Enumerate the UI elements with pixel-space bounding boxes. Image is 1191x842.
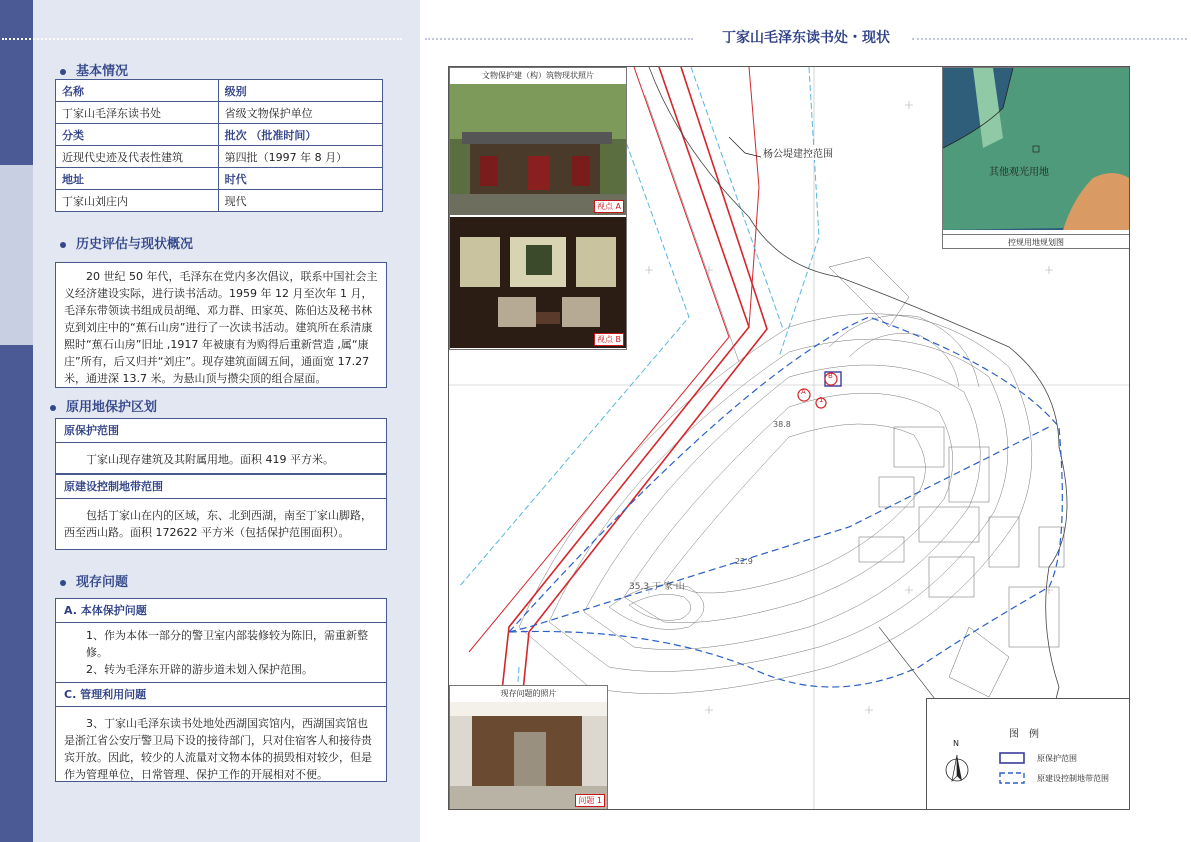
dotted-line-right-a xyxy=(425,38,693,42)
bullet-icon xyxy=(50,405,56,411)
photo-panel xyxy=(449,67,627,350)
section-protection-label: 原用地保护区划 xyxy=(66,400,158,415)
marker-1-label: 1 xyxy=(819,396,824,404)
elevation-label: 22.9 xyxy=(735,557,753,566)
inset-land-label: 其他观光用地 xyxy=(989,167,1049,178)
north-label: N xyxy=(953,739,959,748)
protection-range-text: 丁家山现存建筑及其附属用地。面积 419 平方米。 xyxy=(86,453,334,466)
protection-range-title: 原保护范围 xyxy=(56,419,386,443)
legend-title: 图 例 xyxy=(1009,729,1039,740)
section-problems-title xyxy=(60,571,128,590)
photo-a-label: 视点 A xyxy=(594,200,624,213)
table-cell: 第四批（1997 年 8 月） xyxy=(218,146,382,168)
map-legend xyxy=(926,698,1130,810)
yanggong-label: 杨公堤建控范围 xyxy=(763,145,833,160)
photo-panel-title: 文物保护建（构）筑物现状照片 xyxy=(482,71,594,80)
control-zone-box xyxy=(55,474,387,550)
strip-block-bottom xyxy=(0,345,33,842)
table-row xyxy=(56,146,383,168)
section-problems-label: 现存问题 xyxy=(76,575,129,590)
table-cell: 名称 xyxy=(56,80,219,102)
table-cell: 省级文物保护单位 xyxy=(218,102,382,124)
section-basic-label: 基本情况 xyxy=(76,64,129,79)
problem-c-title: C. 管理利用问题 xyxy=(56,682,386,707)
protect-range-swatch-icon xyxy=(999,752,1025,764)
table-cell: 丁家山毛泽东读书处 xyxy=(56,102,219,124)
problem-a-list xyxy=(56,623,386,682)
section-history-title xyxy=(60,233,193,252)
problems-box xyxy=(55,598,387,782)
table-cell: 现代 xyxy=(218,190,382,212)
history-box xyxy=(55,262,387,388)
section-history-label: 历史评估与现状概况 xyxy=(76,237,194,252)
table-row xyxy=(56,102,383,124)
table-cell: 丁家山刘庄内 xyxy=(56,190,219,212)
table-cell: 地址 xyxy=(56,168,219,190)
bullet-icon xyxy=(60,69,66,75)
basic-info-table xyxy=(55,79,383,212)
dotted-line-right-b xyxy=(912,38,1187,42)
problem-photo-panel xyxy=(449,685,608,810)
table-cell: 批次 （批准时间） xyxy=(218,124,382,146)
problem-photo xyxy=(450,702,607,809)
inset-caption: 控规用地规划图 xyxy=(943,234,1129,251)
photo-a-image xyxy=(450,84,626,215)
bullet-icon xyxy=(60,580,66,586)
protection-range-box xyxy=(55,418,387,474)
table-row xyxy=(56,80,383,102)
problem-label: 问题 1 xyxy=(575,794,605,807)
photo-b-image xyxy=(450,217,626,348)
marker-a-label: A xyxy=(801,388,806,396)
problem-a-item: 2、转为毛泽东开辟的游步道未划入保护范围。 xyxy=(86,663,313,676)
section-basic-title xyxy=(60,60,128,79)
problem-a-item: 1、作为本体一部分的警卫室内部装修较为陈旧，需重新整修。 xyxy=(86,629,368,659)
hill-label: 35.3 丁 家 山 xyxy=(629,582,685,592)
legend-item: 原建设控制地带范围 xyxy=(1037,774,1109,783)
north-arrow-icon xyxy=(945,749,969,787)
section-protection-title xyxy=(50,396,157,415)
problem-a-title: A. 本体保护问题 xyxy=(56,599,386,623)
table-row xyxy=(56,168,383,190)
land-use-inset xyxy=(942,67,1130,249)
legend-item: 原保护范围 xyxy=(1037,754,1077,763)
table-row xyxy=(56,124,383,146)
table-row xyxy=(56,190,383,212)
table-cell: 近现代史迹及代表性建筑 xyxy=(56,146,219,168)
control-zone-swatch-icon xyxy=(999,772,1025,784)
table-cell: 时代 xyxy=(218,168,382,190)
land-use-map xyxy=(943,68,1129,230)
control-zone-title: 原建设控制地带范围 xyxy=(56,475,386,499)
problem-c-text: 3、丁家山毛泽东读书处地处西湖国宾馆内，西湖国宾馆也是浙江省公安厅警卫局下设的接待部门，只对住宿客人和接待贵宾开放。因此，较少的人流量对文物本体的损毁相对较少，但是作为管理单位，日常管理、保护工作的开展相对不便。 xyxy=(64,717,372,781)
dotted-line-left xyxy=(2,38,402,42)
history-text: 20 世纪 50 年代，毛泽东在党内多次倡议，联系中国社会主义经济建设实际，进行读书活动。1959 年 12 月至次年 1 月，毛泽东带领读书组成员胡绳、邓力群、田家英、陈伯达及秘书林克到刘庄中的“蕉石山房”进行了一次读书活动。建筑所在系清康熙时“蕉石山房”旧址 ,1917 年被康有为购得后重新营造 ,属“康庄”所有，后又归并“刘庄”。现存建筑面阔五间，通面宽 17.27 米，通进深 13.7 米。为悬山顶与攒尖顶的组合屋面。 xyxy=(64,270,378,385)
table-cell: 级别 xyxy=(218,80,382,102)
marker-b-label: B xyxy=(828,372,833,380)
photo-b xyxy=(450,217,626,348)
photo-a xyxy=(450,84,626,215)
control-zone-text: 包括丁家山在内的区域，东、北到西湖，南至丁家山脚路，西至西山路。面积 172622 平方米（包括保护范围面积）。 xyxy=(64,509,372,539)
bullet-icon xyxy=(60,242,66,248)
elevation-label: 38.8 xyxy=(773,420,791,429)
problem-panel-title: 现存问题的照片 xyxy=(500,689,557,698)
page-title: 丁家山毛泽东读书处・现状 xyxy=(700,27,912,47)
strip-block-top xyxy=(0,0,33,165)
problem-photo-image xyxy=(450,702,607,809)
photo-b-label: 视点 B xyxy=(594,333,624,346)
table-cell: 分类 xyxy=(56,124,219,146)
